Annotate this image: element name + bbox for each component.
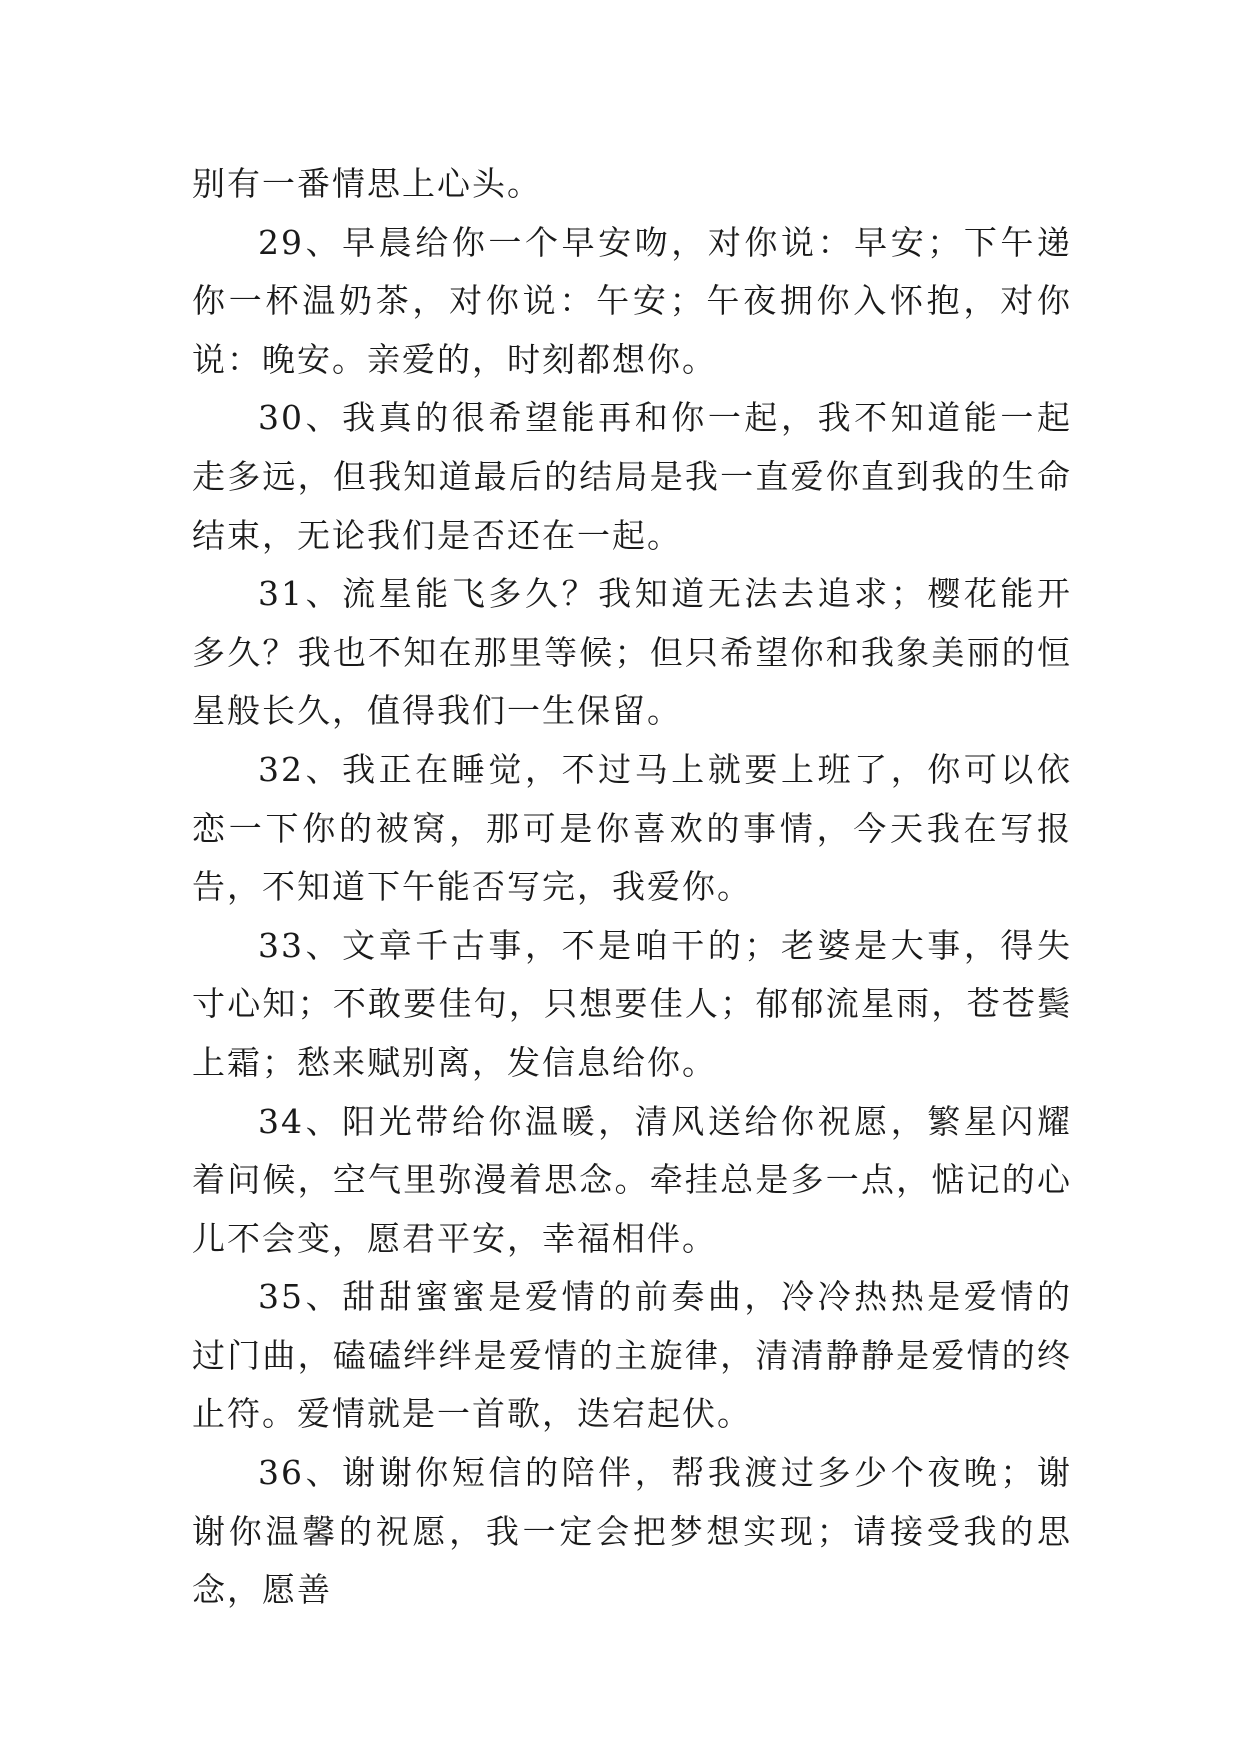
- paragraph-continuation: 别有一番情思上心头。: [192, 164, 542, 203]
- paragraph-31: 31、流星能飞多久？我知道无法去追求；樱花能开多久？我也不知在那里等候；但只希望你和我象美丽的恒星般长久，值得我们一生保留。: [192, 574, 1072, 731]
- paragraph-30: 30、我真的很希望能再和你一起，我不知道能一起走多远，但我知道最后的结局是我一直爱你直到我的生命结束，无论我们是否还在一起。: [192, 398, 1072, 555]
- document-body: [192, 155, 1072, 1620]
- paragraph-36: 36、谢谢你短信的陪伴，帮我渡过多少个夜晚；谢谢你温馨的祝愿，我一定会把梦想实现；请接受我的思念，愿善: [192, 1453, 1072, 1610]
- paragraph-35: 35、甜甜蜜蜜是爱情的前奏曲，冷冷热热是爱情的过门曲，磕磕绊绊是爱情的主旋律，清清静静是爱情的终止符。爱情就是一首歌，迭宕起伏。: [192, 1277, 1072, 1434]
- paragraph-32: 32、我正在睡觉，不过马上就要上班了，你可以依恋一下你的被窝，那可是你喜欢的事情，今天我在写报告，不知道下午能否写完，我爱你。: [192, 749, 1072, 907]
- paragraph-29: 29、早晨给你一个早安吻，对你说：早安；下午递你一杯温奶茶，对你说：午安；午夜拥你入怀抱，对你说：晚安。亲爱的，时刻都想你。: [192, 222, 1072, 379]
- paragraph-34: 34、阳光带给你温暖，清风送给你祝愿，繁星闪耀着问候，空气里弥漫着思念。牵挂总是多一点，惦记的心儿不会变，愿君平安，幸福相伴。: [192, 1101, 1072, 1258]
- paragraph-33: 33、文章千古事，不是咱干的；老婆是大事，得失寸心知；不敢要佳句，只想要佳人；郁郁流星雨，苍苍鬓上霜；愁来赋别离，发信息给你。: [192, 925, 1072, 1082]
